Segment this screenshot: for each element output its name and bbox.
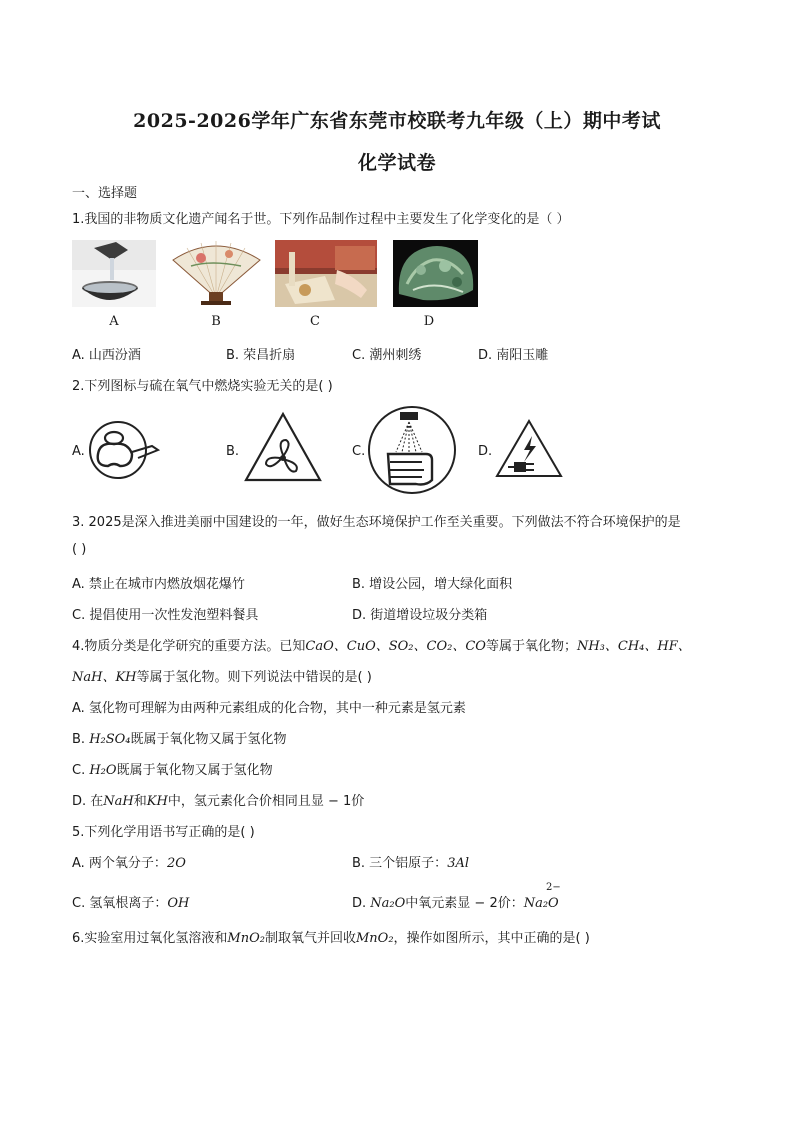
q5-option-d-answer — [523, 882, 561, 911]
q5-option-d-valence: 2− — [545, 882, 561, 893]
q5-option-d-formula: Na₂O — [370, 896, 406, 911]
q5-option-d-prefix: D. — [352, 896, 371, 911]
q5-option-b-formula: 3Al — [447, 856, 470, 871]
q2-option-a-letter: A. — [72, 444, 85, 459]
question-4-stem-cont — [72, 666, 372, 685]
q5-option-a — [72, 852, 186, 871]
question-3-stem-cont: ( ) — [72, 542, 87, 557]
q1-option-c: C. 潮州刺绣 — [352, 348, 422, 363]
q4-option-b — [72, 728, 287, 747]
q4-stem-text: 4.物质分类是化学研究的重要方法。已知 — [72, 639, 306, 654]
ventilation-fan-icon — [242, 410, 324, 488]
q4-option-c — [72, 759, 273, 778]
q4-option-b-formula: H₂SO₄ — [89, 732, 131, 747]
q5-option-b-text: B. 三个铝原子： — [352, 856, 448, 871]
question-6-stem — [72, 927, 590, 946]
q3-option-d: D. 街道增设垃圾分类箱 — [352, 608, 488, 623]
image-label-a: A — [109, 314, 119, 329]
q4-option-d-text-2: 和 — [133, 794, 147, 809]
q4-option-c-text: 既属于氧化物又属于氢化物 — [116, 763, 273, 778]
q4-option-b-prefix: B. — [72, 732, 90, 747]
q4-option-d-text-3: 中，氢元素化合价相同且显 − 1价 — [167, 794, 365, 809]
question-1-stem: 1.我国的非物质文化遗产闻名于世。下列作品制作过程中主要发生了化学变化的是（ ） — [72, 212, 570, 227]
q5-option-c-formula: OH — [167, 896, 190, 911]
electric-plug-warning-icon — [494, 418, 564, 484]
goggles-icon — [86, 418, 160, 484]
question-5-stem: 5.下列化学用语书写正确的是( ) — [72, 825, 255, 840]
q6-formula-1: MnO₂ — [227, 931, 265, 946]
image-label-c: C — [310, 314, 320, 329]
q4-option-d-formula-2: KH — [146, 794, 168, 809]
q5-option-a-text: A. 两个氧分子： — [72, 856, 167, 871]
q4-hydrides-cont: NaH、KH — [72, 670, 137, 685]
q5-option-b — [352, 852, 469, 871]
q5-option-c-text: C. 氢氧根离子： — [72, 896, 168, 911]
q1-option-b: B. 荣昌折扇 — [226, 348, 296, 363]
question-4-stem — [72, 635, 691, 654]
image-label-b: B — [211, 314, 221, 329]
q2-option-b-letter: B. — [226, 444, 240, 459]
q4-oxides: CaO、CuO、SO₂、CO₂、CO — [305, 639, 486, 654]
q3-option-c: C. 提倡使用一次性发泡塑料餐具 — [72, 608, 259, 623]
fenjiu-photo — [72, 240, 156, 307]
question-2-stem: 2.下列图标与硫在氧气中燃烧实验无关的是( ) — [72, 379, 333, 394]
q4-option-d — [72, 790, 364, 809]
q4-hydrides: NH₃、CH₄、HF、 — [576, 639, 691, 654]
embroidery-photo — [275, 240, 377, 307]
q3-option-b: B. 增设公园，增大绿化面积 — [352, 577, 513, 592]
q5-option-d-answer-base: Na₂O — [523, 896, 559, 911]
q6-text-3: ，操作如图所示，其中正确的是( ) — [393, 931, 590, 946]
exam-title: 2025-2026学年广东省东莞市校联考九年级（上）期中考试 — [133, 110, 661, 132]
q2-option-d-letter: D. — [478, 444, 493, 459]
question-3-stem: 3. 2025是深入推进美丽中国建设的一年，做好生态环境保护工作至关重要。下列做法不符合环境保护的是 — [72, 515, 681, 530]
q6-text-2: 制取氧气并回收 — [264, 931, 356, 946]
q4-option-a: A. 氢化物可理解为由两种元素组成的化合物，其中一种元素是氢元素 — [72, 701, 466, 716]
q5-option-d-text: 中氧元素显 − 2价： — [405, 896, 524, 911]
q2-option-c-letter: C. — [352, 444, 366, 459]
hand-wash-icon — [366, 404, 458, 500]
q6-formula-2: MnO₂ — [355, 931, 394, 946]
q3-option-a: A. 禁止在城市内燃放烟花爆竹 — [72, 577, 245, 592]
q4-option-c-prefix: C. — [72, 763, 90, 778]
q6-text-1: 6.实验室用过氧化氢溶液和 — [72, 931, 228, 946]
image-label-d: D — [423, 314, 435, 329]
q4-option-d-formula-1: NaH — [103, 794, 134, 809]
q4-stem-text-2: 等属于氧化物； — [485, 639, 577, 654]
folding-fan-photo — [171, 240, 262, 307]
section-heading: 一、选择题 — [72, 186, 138, 201]
q4-option-d-text-1: D. 在 — [72, 794, 104, 809]
jade-carving-photo — [393, 240, 478, 307]
q1-option-a: A. 山西汾酒 — [72, 348, 141, 363]
q4-option-b-text: 既属于氧化物又属于氢化物 — [130, 732, 287, 747]
q5-option-a-formula: 2O — [166, 856, 186, 871]
q5-option-d — [352, 882, 561, 911]
q4-option-c-formula: H₂O — [89, 763, 117, 778]
q5-option-c — [72, 892, 189, 911]
exam-subtitle: 化学试卷 — [357, 152, 436, 174]
q1-option-d: D. 南阳玉雕 — [478, 348, 549, 363]
q4-stem-text-3: 等属于氢化物。则下列说法中错误的是( ) — [136, 670, 372, 685]
